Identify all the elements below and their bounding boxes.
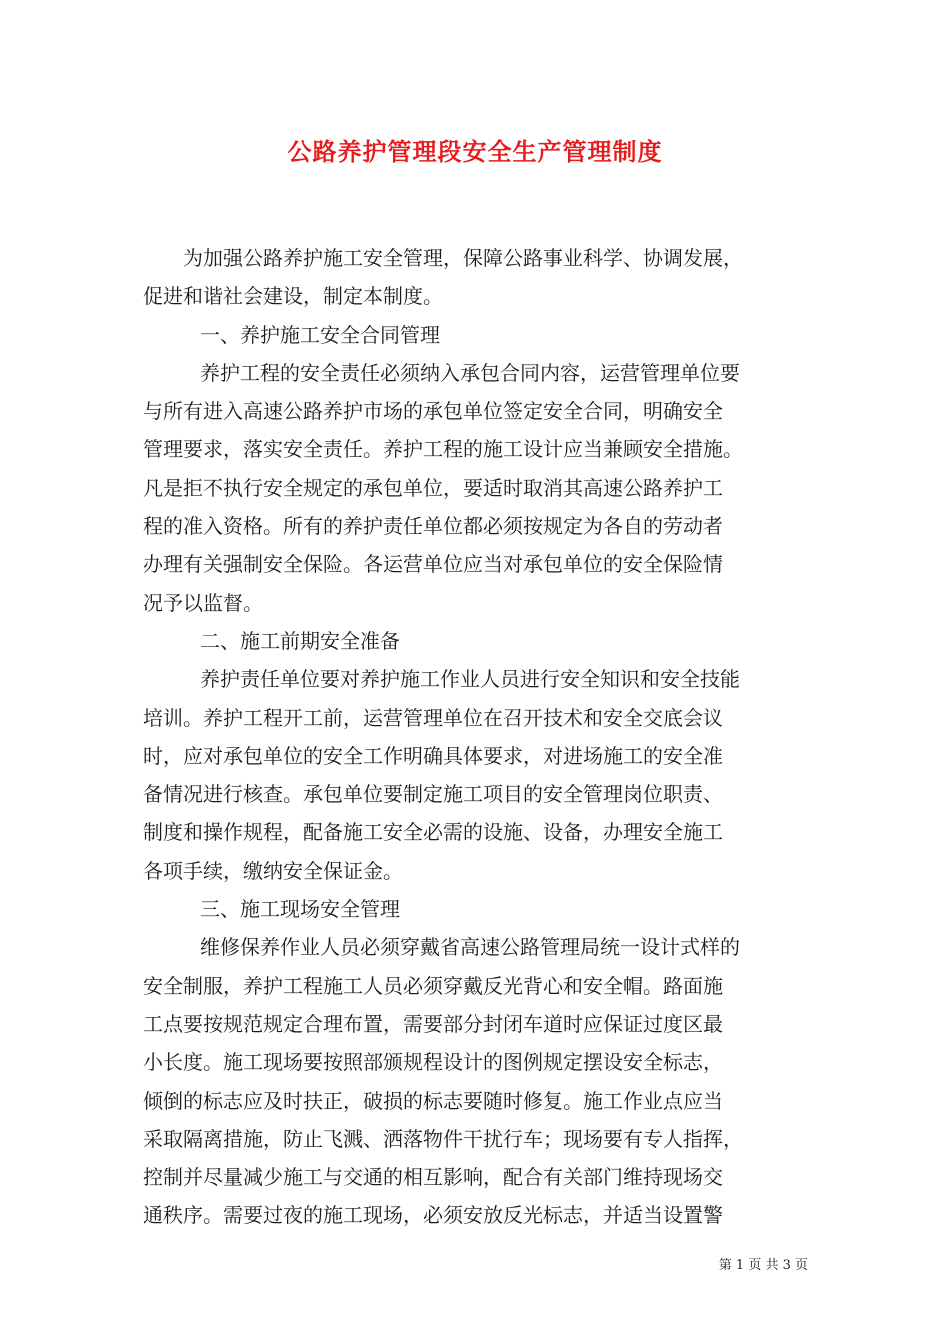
- document-body: [143, 239, 808, 1235]
- text-line: 为加强公路养护施工安全管理，保障公路事业科学、协调发展，: [183, 246, 743, 270]
- text-line: 管理要求，落实安全责任。养护工程的施工设计应当兼顾安全措施。: [143, 437, 743, 462]
- text-line: 三、施工现场安全管理: [200, 897, 400, 922]
- text-line: 备情况进行核查。承包单位要制定施工项目的安全管理岗位职责、: [143, 782, 723, 807]
- text-line: 制度和操作规程，配备施工安全必需的设施、设备，办理安全施工: [143, 820, 723, 845]
- text-line: 二、施工前期安全准备: [200, 628, 400, 653]
- page-number: 第 1 页 共 3 页: [718, 1258, 808, 1273]
- text-line: 养护责任单位要对养护施工作业人员进行安全知识和安全技能: [200, 667, 740, 692]
- text-line: 与所有进入高速公路养护市场的承包单位签定安全合同，明确安全: [143, 399, 723, 424]
- text-line: 工点要按规范规定合理布置，需要部分封闭车道时应保证过度区最: [143, 1011, 723, 1036]
- text-line: 程的准入资格。所有的养护责任单位都必须按规定为各自的劳动者: [143, 514, 723, 539]
- text-line: 养护工程的安全责任必须纳入承包合同内容，运营管理单位要: [200, 360, 740, 385]
- text-line: 办理有关强制安全保险。各运营单位应当对承包单位的安全保险情: [143, 552, 723, 577]
- text-line: 维修保养作业人员必须穿戴省高速公路管理局统一设计式样的: [200, 935, 740, 960]
- text-line: 安全制服，养护工程施工人员必须穿戴反光背心和安全帽。路面施: [143, 973, 723, 998]
- text-line: 控制并尽量减少施工与交通的相互影响，配合有关部门维持现场交: [143, 1165, 723, 1190]
- text-line: 通秩序。需要过夜的施工现场，必须安放反光标志，并适当设置警: [143, 1203, 723, 1228]
- text-line: 凡是拒不执行安全规定的承包单位，要适时取消其高速公路养护工: [143, 475, 723, 500]
- page-title: 公路养护管理段安全生产管理制度: [287, 137, 663, 166]
- text-line: 各项手续，缴纳安全保证金。: [143, 858, 403, 883]
- text-line: 培训。养护工程开工前，运营管理单位在召开技术和安全交底会议: [143, 705, 723, 730]
- text-line: 时，应对承包单位的安全工作明确具体要求，对进场施工的安全准: [143, 743, 723, 768]
- text-line: 一、养护施工安全合同管理: [200, 322, 440, 347]
- text-line: 小长度。施工现场要按照部颁规程设计的图例规定摆设安全标志，: [143, 1050, 723, 1075]
- text-line: 况予以监督。: [143, 590, 263, 615]
- text-line: 倾倒的标志应及时扶正，破损的标志要随时修复。施工作业点应当: [143, 1088, 723, 1113]
- text-line: 采取隔离措施，防止飞溅、洒落物件干扰行车；现场要有专人指挥，: [143, 1126, 743, 1151]
- text-line: 促进和谐社会建设，制定本制度。: [143, 284, 443, 309]
